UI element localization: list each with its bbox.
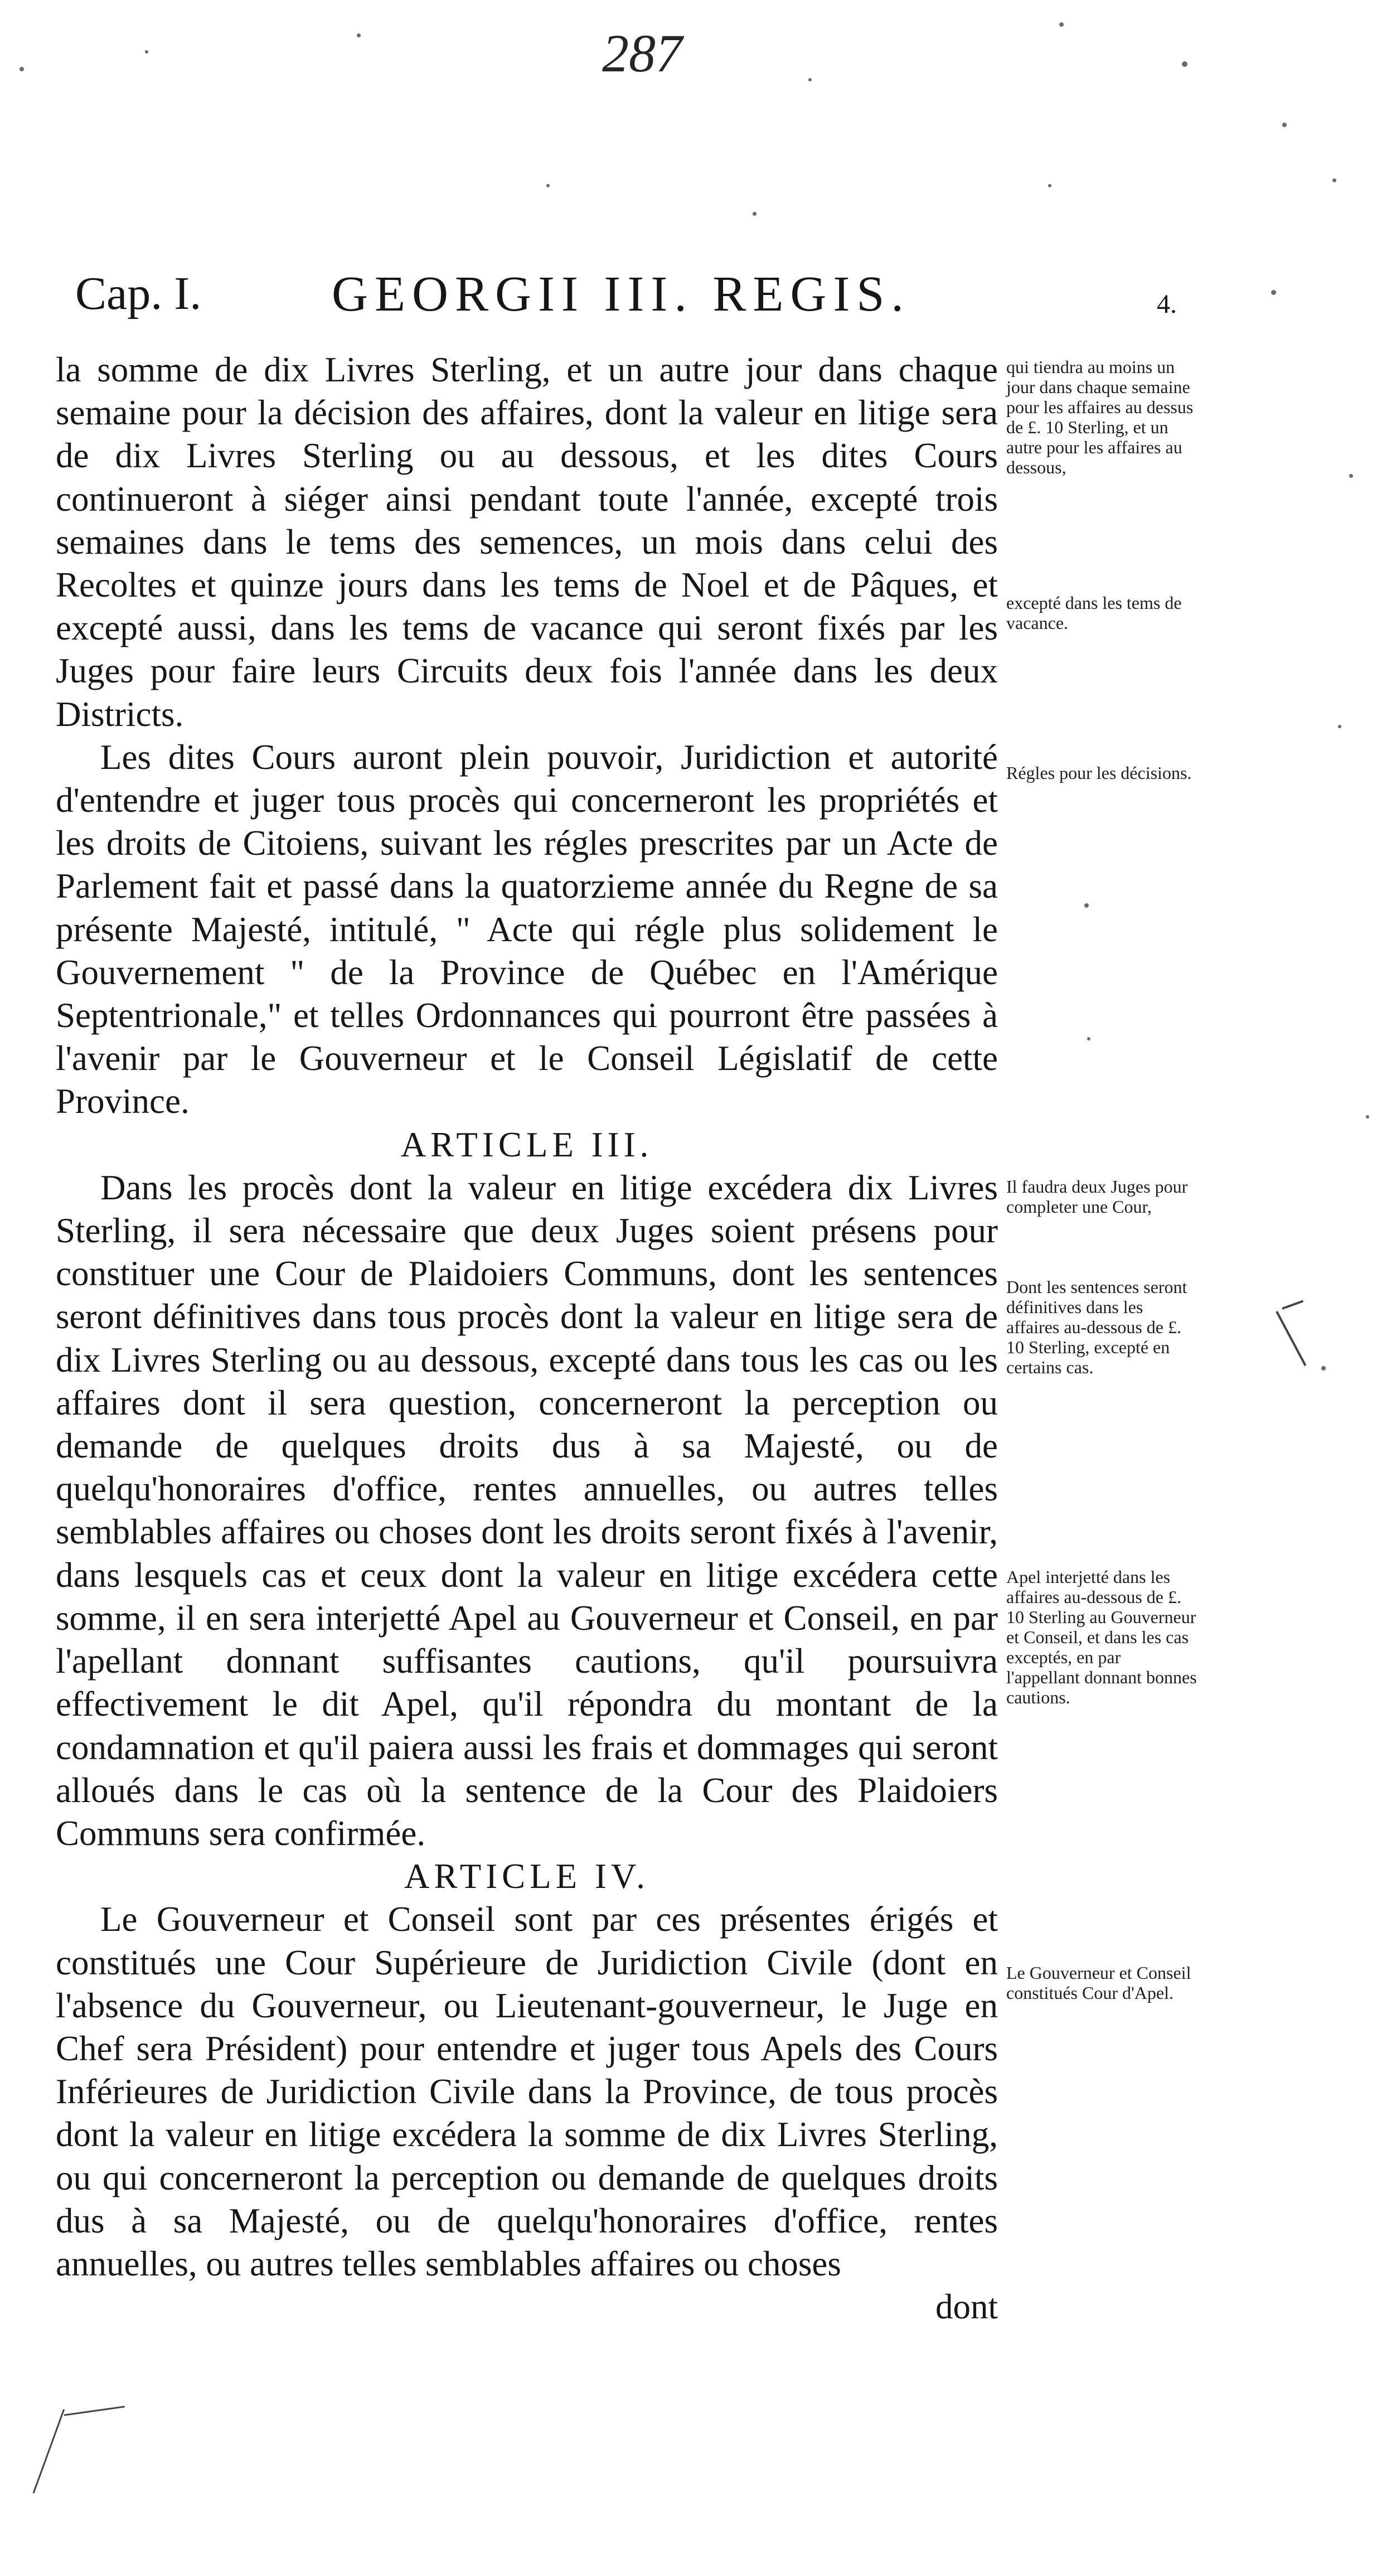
scan-speck [1366, 1115, 1369, 1118]
scan-speck [1182, 61, 1187, 67]
margin-note-rules: Régles pour les décisions. [1006, 763, 1192, 783]
scan-speck [1271, 290, 1276, 295]
scan-speck [357, 33, 361, 37]
paragraph-article-iv: Le Gouverneur et Conseil sont par ces présentes érigés et constitués une Cour Supérieure de Juridiction Civile (dont en l'absence du Gouverneur, ou Lieutenant-gouverneur, le Juge en Chef sera Président) pour entendre et juger tous Apels des Cours Inférieures de Juridiction Civile dans la Province, de tous procès dont la valeur en litige excédera la somme de dix Livres Sterling, ou qui concerneront la perception ou demande de quelques droits dus à sa Majesté, ou de quelqu'honoraires d'office, rentes annuelles, ou autres telles semblables affaires ou choses [56, 1900, 998, 2283]
scan-speck [1332, 178, 1336, 182]
running-title: GEORGII III. REGIS. [332, 267, 910, 322]
margin-note-vacation: excepté dans les tems de vacance. [1006, 593, 1182, 633]
ink-stroke [33, 2409, 65, 2493]
scan-speck [1338, 725, 1341, 728]
main-text [56, 348, 998, 2328]
scan-speck [1048, 184, 1051, 187]
scan-speck [145, 50, 148, 54]
scan-speck [546, 184, 550, 187]
ink-stroke [1276, 1311, 1306, 1366]
article-heading-iv: ARTICLE IV. [404, 1857, 650, 1896]
scan-speck [1059, 22, 1064, 27]
scan-speck [20, 67, 24, 71]
article-heading-iii: ARTICLE III. [400, 1125, 653, 1164]
section-number: 4. [1157, 289, 1177, 319]
margin-note-definitive-sentences: Dont les sentences seront définitives dans les affaires au-dessous de £. 10 Sterling, excepté en certains cas. [1006, 1277, 1187, 1377]
paragraph-jurisdiction: Les dites Cours auront plein pouvoir, Juridiction et autorité d'entendre et juger tous procès qui concerneront les propriétés et les droits de Citoiens, suivant les régles prescrites par un Acte de Parlement fait et passé dans la quatorzieme année du Regne de sa présente Majesté, intitulé, " Acte qui régle plus solidement le Gouvernement " de la Province de Québec en l'Amérique Septentrionale," et telles Ordonnances qui pourront être passées à l'avenir par le Gouverneur et le Conseil Législatif de cette Province. [56, 737, 998, 1121]
paragraph-article-iii: Dans les procès dont la valeur en litige excédera dix Livres Sterling, il sera nécessaire que deux Juges soient présens pour constituer une Cour de Plaidoiers Communs, dont les sentences seront définitives dans tous procès dont la valeur en litige sera de dix Livres Sterling ou au dessous, excepté dans tous les cas ou les affaires dont il sera question, concerneront la perception ou demande de quelques droits dus à sa Majesté, ou de quelqu'honoraires d'office, rentes annuelles, ou autres telles semblables affaires ou choses dont les droits seront fixés à l'avenir, dans lesquels cas et ceux dont la valeur en litige excédera cette somme, il en sera interjetté Apel au Gouverneur et Conseil, en par l'apellant donnant suffisantes cautions, qu'il poursuivra effectivement le dit Apel, qu'il répondra du montant de la condamnation et qu'il paiera aussi les frais et dommages qui seront alloués dans le cas où la sentence de la Cour des Plaidoiers Communs sera confirmée. [56, 1168, 998, 1853]
scan-speck [1084, 903, 1089, 908]
ink-stroke [1282, 1300, 1303, 1309]
scan-speck [1321, 1366, 1326, 1371]
page-number: 287 [602, 23, 682, 83]
scan-speck [1282, 123, 1287, 127]
scan-speck [753, 212, 757, 216]
margin-note-two-judges: Il faudra deux Juges pour completer une Cour, [1006, 1176, 1188, 1217]
catchword: dont [935, 2287, 998, 2327]
paragraph-continuation: la somme de dix Livres Sterling, et un autre jour dans chaque semaine pour la décision des affaires, dont la valeur en litige sera de dix Livres Sterling ou au dessous, et les dites Cours continueront à siéger ainsi pendant toute l'année, excepté trois semaines dans le tems des semences, un mois dans celui des Recoltes et quinze jours dans les tems de Noel et de Pâques, et excepté aussi, dans les tems de vacance qui seront fixés par les Juges pour faire leurs Circuits deux fois l'année dans les deux Districts. [56, 350, 998, 734]
scan-speck [1087, 1037, 1090, 1040]
margin-note-appeal: Apel interjetté dans les affaires au-dessous de £. 10 Sterling au Gouverneur et Conseil, et dans les cas exceptés, en par l'appellant donnant bonnes cautions. [1006, 1567, 1197, 1707]
margin-note-weekly-sittings: qui tiendra au moins un jour dans chaque semaine pour les affaires au dessus de £. 10 Sterling, et un autre pour les affaires au dessous, [1006, 357, 1194, 477]
scan-speck [808, 78, 812, 81]
margin-note-court-of-appeal: Le Gouverneur et Conseil constitués Cour d'Apel. [1006, 1963, 1191, 2003]
scan-speck [1349, 474, 1353, 478]
ink-stroke [64, 2406, 125, 2416]
chapter-label: Cap. I. [75, 268, 202, 319]
